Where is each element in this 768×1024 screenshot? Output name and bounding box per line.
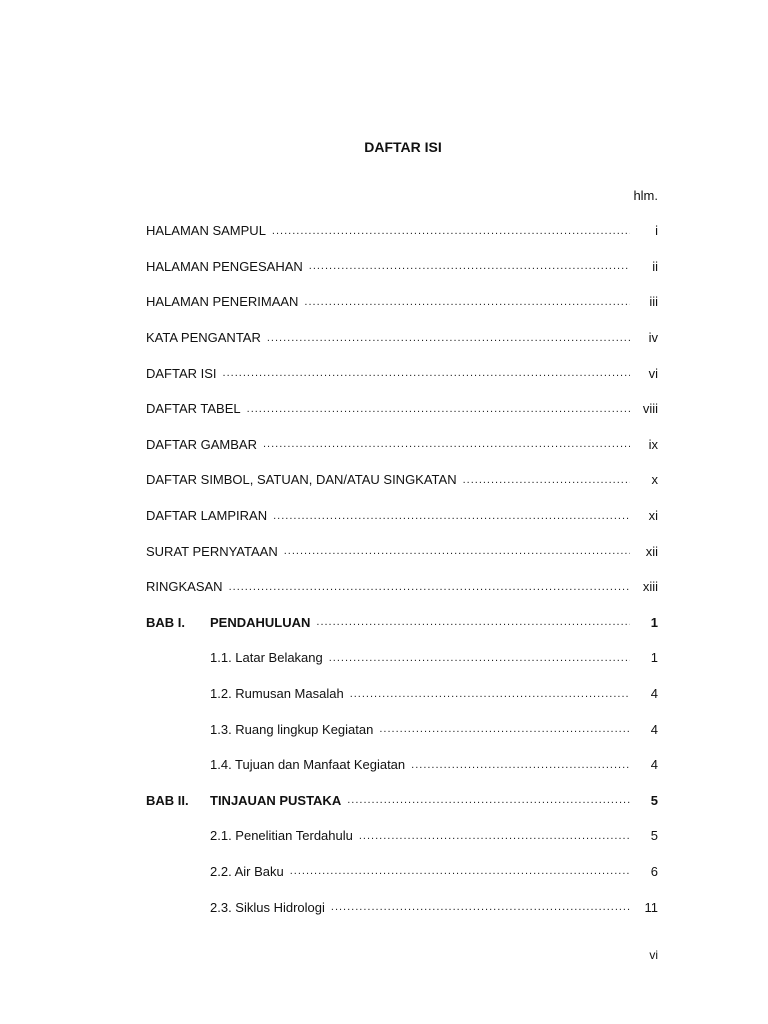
- section-label: 2.3. Siklus Hidrologi: [210, 899, 325, 915]
- section-page: 1: [650, 650, 658, 666]
- section-page: 4: [650, 721, 658, 737]
- section-label: 1.1. Latar Belakang: [210, 650, 323, 666]
- toc-entry: [146, 498, 658, 534]
- toc-entry: [146, 533, 658, 569]
- page-title: DAFTAR ISI: [364, 139, 442, 155]
- dot-leader: [316, 616, 630, 628]
- section-label: 1.3. Ruang lingkup Kegiatan: [210, 721, 374, 737]
- toc-section: [146, 747, 658, 783]
- dot-leader: [229, 581, 630, 593]
- toc-entry-page: x: [651, 472, 658, 488]
- toc-entry-label: DAFTAR ISI: [146, 365, 217, 381]
- toc-entry-page: iv: [648, 330, 658, 346]
- dot-leader: [309, 260, 630, 272]
- toc-entry-page: ii: [652, 258, 658, 274]
- toc-chapter: [146, 783, 658, 819]
- toc-entry: [146, 284, 658, 320]
- toc-entry-label: KATA PENGANTAR: [146, 330, 261, 346]
- toc-section: [146, 889, 658, 925]
- toc-entry: [146, 427, 658, 463]
- footer-page-number: vi: [649, 948, 658, 962]
- toc-entry: [146, 320, 658, 356]
- dot-leader: [304, 296, 630, 308]
- section-page: 11: [644, 899, 658, 915]
- dot-leader: [247, 403, 630, 415]
- section-label: 1.4. Tujuan dan Manfaat Kegiatan: [210, 757, 406, 773]
- toc-entry-label: DAFTAR TABEL: [146, 401, 241, 417]
- chapter-page: 5: [650, 792, 658, 808]
- dot-leader: [272, 225, 630, 237]
- section-label: 1.2. Rumusan Masalah: [210, 686, 344, 702]
- chapter-number: BAB II.: [146, 792, 189, 808]
- toc-entry-label: HALAMAN PENERIMAAN: [146, 294, 299, 310]
- toc-entry: [146, 249, 658, 285]
- toc-entry: [146, 213, 658, 249]
- dot-leader: [331, 901, 630, 913]
- page-column-header: hlm.: [633, 188, 658, 203]
- dot-leader: [284, 545, 630, 557]
- toc-section: [146, 854, 658, 890]
- dot-leader: [329, 652, 630, 664]
- toc-chapter: [146, 605, 658, 641]
- chapter-label: TINJAUAN PUSTAKA: [210, 792, 342, 808]
- toc-entry-page: viii: [642, 401, 658, 417]
- toc-entry-label: HALAMAN PENGESAHAN: [146, 258, 303, 274]
- toc-entry: [146, 355, 658, 391]
- toc-entry-label: DAFTAR SIMBOL, SATUAN, DAN/ATAU SINGKATAN: [146, 472, 457, 488]
- chapter-label: PENDAHULUAN: [210, 614, 311, 630]
- toc-entry-page: xiii: [642, 579, 658, 595]
- toc-section: [146, 711, 658, 747]
- dot-leader: [290, 865, 630, 877]
- toc-entry-page: iii: [649, 294, 658, 310]
- chapter-page: 1: [650, 614, 658, 630]
- table-of-contents: [146, 213, 658, 925]
- section-page: 6: [650, 863, 658, 879]
- dot-leader: [273, 510, 630, 522]
- section-page: 4: [650, 686, 658, 702]
- dot-leader: [379, 723, 630, 735]
- toc-entry: [146, 462, 658, 498]
- toc-entry-label: SURAT PERNYATAAN: [146, 543, 278, 559]
- dot-leader: [463, 474, 630, 486]
- toc-entry-label: DAFTAR GAMBAR: [146, 436, 257, 452]
- section-label: 2.2. Air Baku: [210, 863, 284, 879]
- toc-entry: [146, 569, 658, 605]
- toc-section: [146, 818, 658, 854]
- toc-section: [146, 640, 658, 676]
- chapter-number: BAB I.: [146, 614, 185, 630]
- dot-leader: [411, 759, 630, 771]
- toc-section: [146, 676, 658, 712]
- toc-entry-page: ix: [648, 436, 658, 452]
- toc-entry-label: DAFTAR LAMPIRAN: [146, 508, 268, 524]
- toc-entry-page: i: [655, 223, 658, 239]
- section-page: 4: [650, 757, 658, 773]
- toc-entry-page: xi: [648, 508, 658, 524]
- toc-entry-label: RINGKASAN: [146, 579, 223, 595]
- dot-leader: [350, 688, 630, 700]
- section-page: 5: [650, 828, 658, 844]
- dot-leader: [267, 332, 630, 344]
- dot-leader: [347, 794, 630, 806]
- dot-leader: [263, 438, 630, 450]
- section-label: 2.1. Penelitian Terdahulu: [210, 828, 353, 844]
- toc-entry: [146, 391, 658, 427]
- toc-entry-label: HALAMAN SAMPUL: [146, 223, 266, 239]
- dot-leader: [359, 830, 630, 842]
- dot-leader: [223, 367, 630, 379]
- toc-entry-page: vi: [648, 365, 658, 381]
- toc-entry-page: xii: [645, 543, 658, 559]
